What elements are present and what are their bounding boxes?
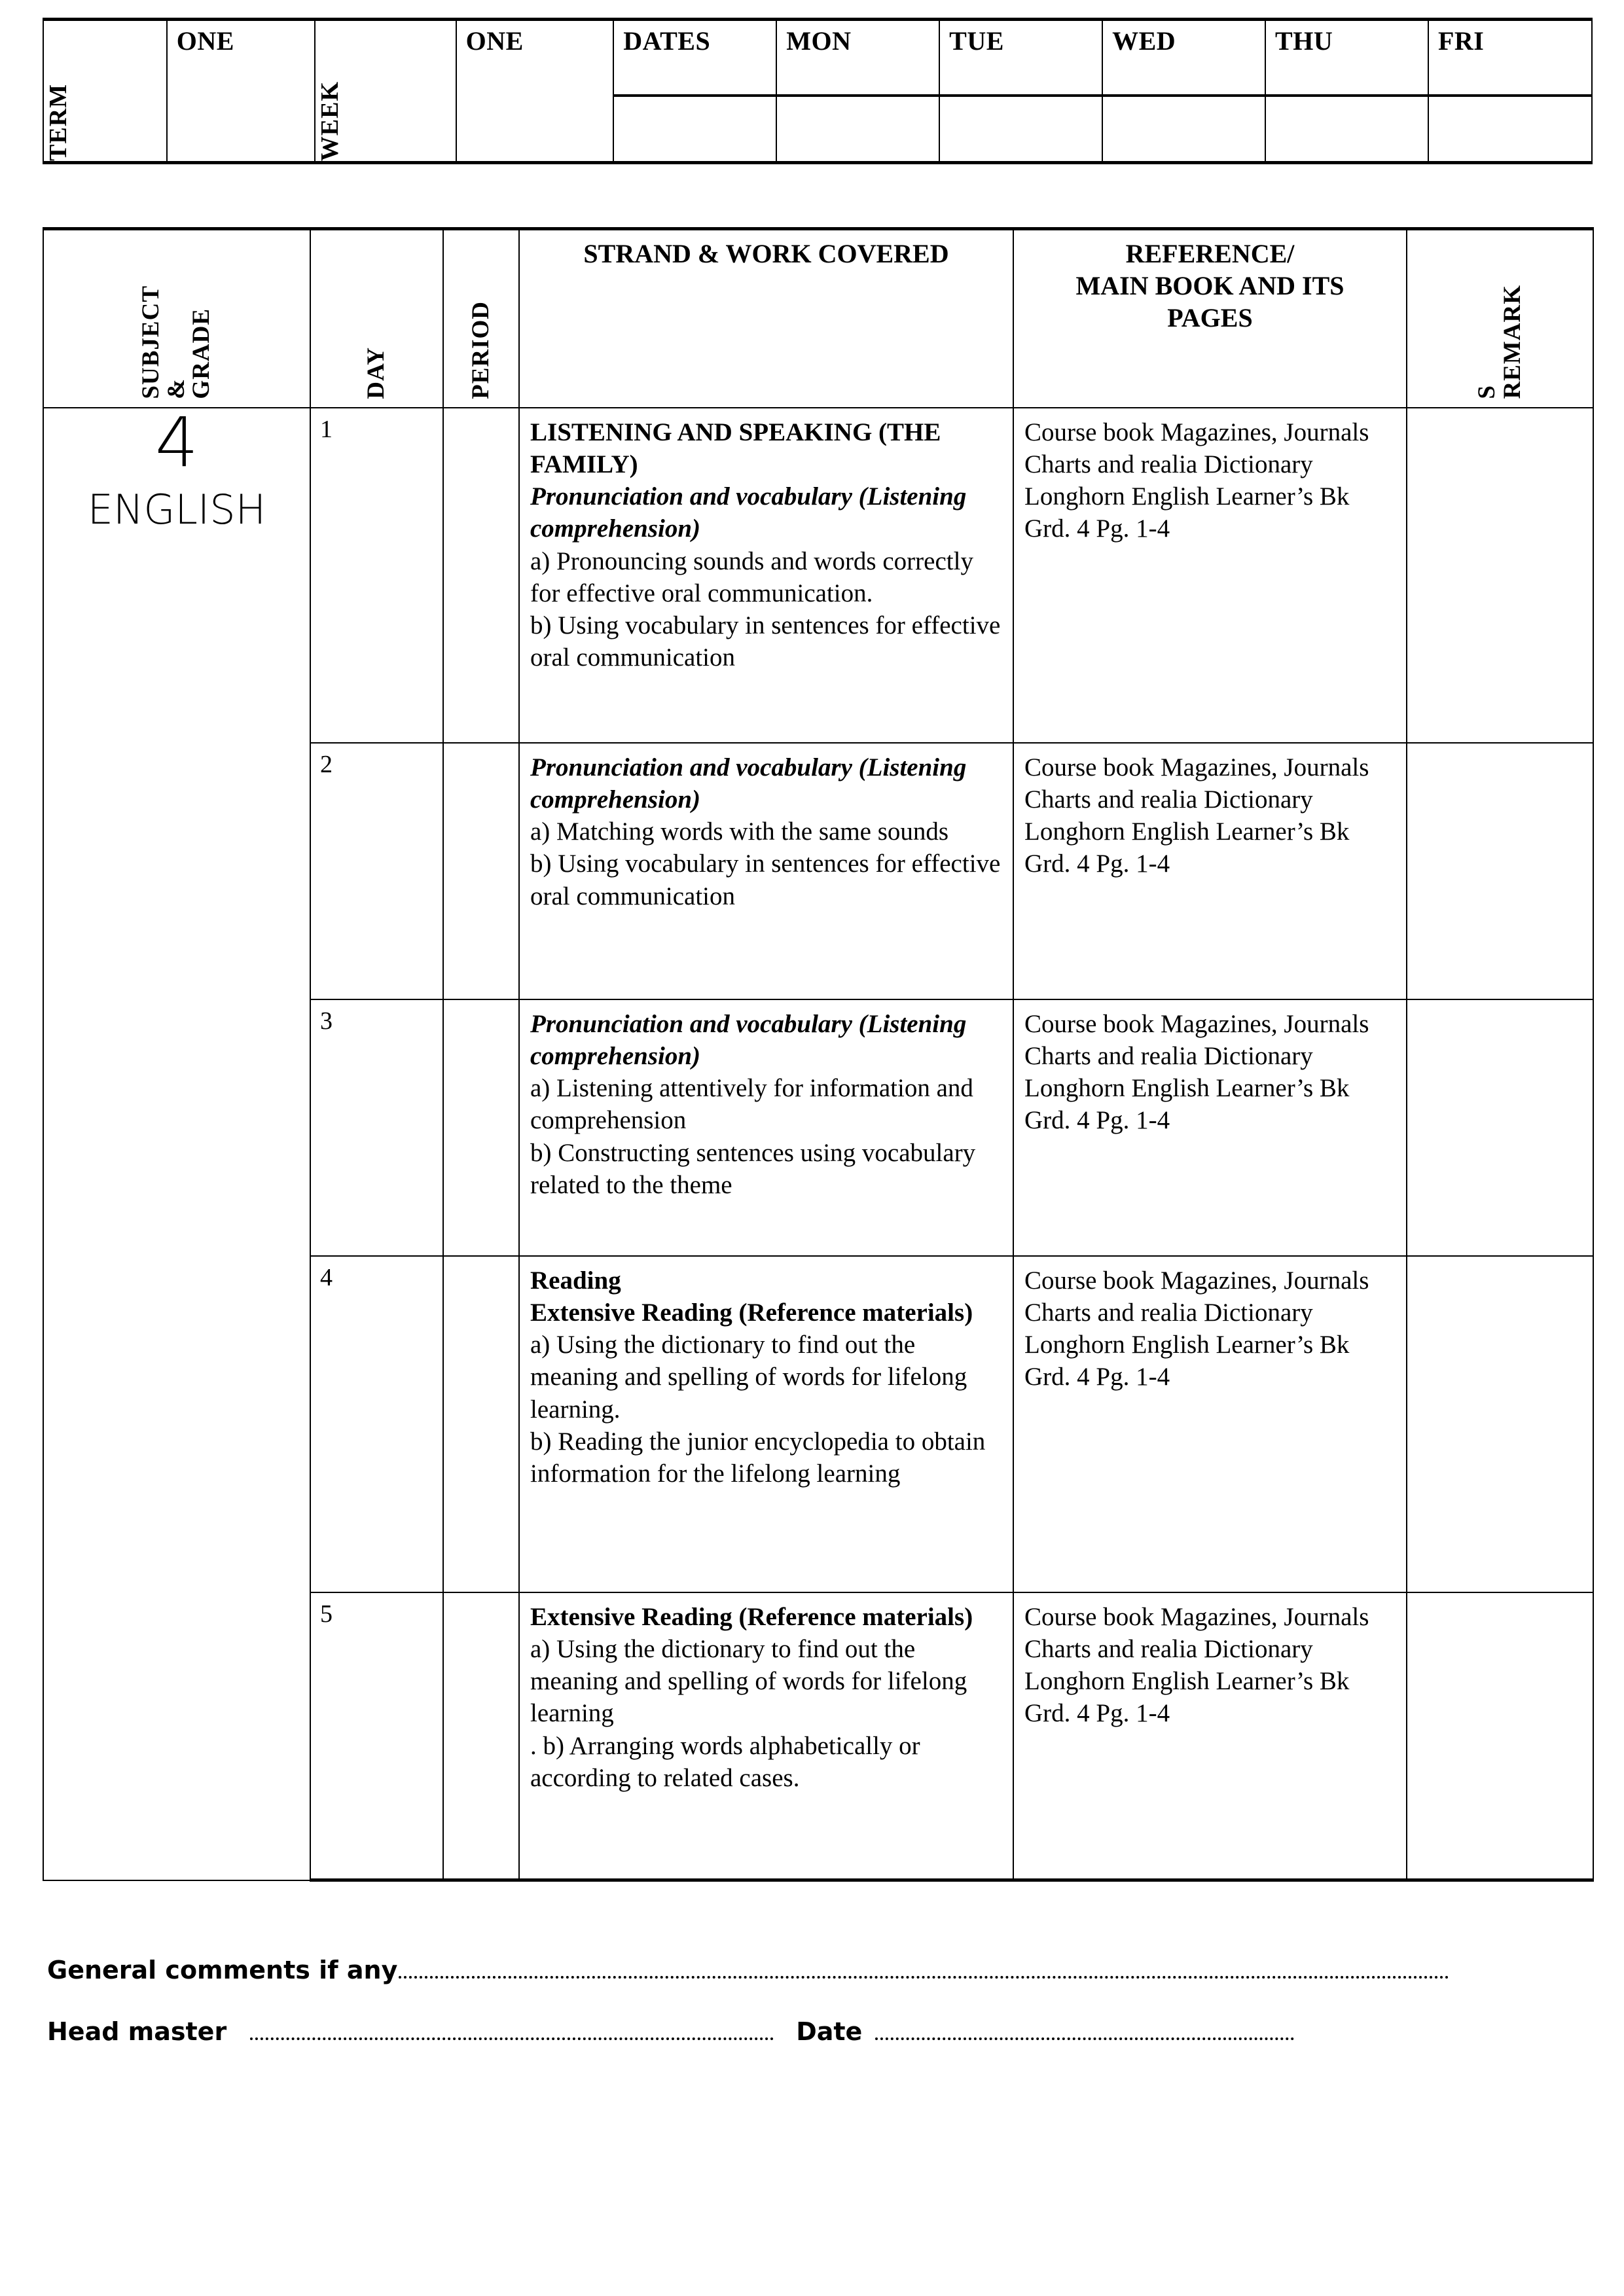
grade-number: 4 (154, 403, 199, 482)
period-value (444, 1000, 518, 1008)
header-reference-line3: PAGES (1167, 302, 1253, 332)
thu-value (1266, 97, 1428, 103)
header-remarks (1407, 229, 1593, 408)
header-reference-line1: REFERENCE/ (1125, 239, 1295, 268)
thu-label: THU (1275, 26, 1333, 56)
day-cell[interactable] (310, 743, 443, 999)
wed-label: WED (1112, 26, 1176, 56)
fri-value (1429, 97, 1591, 103)
header-grade-line3: SUBJECT (137, 285, 164, 399)
strand-line: a) Using the dictionary to find out the meaning and spelling of words for lifelong learning (530, 1635, 967, 1728)
table-row (43, 408, 1593, 743)
mon-label: MON (786, 26, 852, 56)
wed-header-cell (1102, 20, 1265, 96)
dates-input-cell[interactable] (613, 96, 776, 163)
strand-line: a) Pronouncing sounds and words correctly for effective oral communication. (530, 547, 973, 607)
general-comments-input[interactable] (399, 1968, 1449, 1979)
remarks-value (1407, 1000, 1593, 1017)
strand-line: a) Listening attentively for information and comprehension (530, 1074, 973, 1135)
fri-label: FRI (1437, 26, 1485, 56)
general-comments-label: General comments if any (47, 1956, 398, 1984)
scheme-of-work-table (43, 227, 1594, 1882)
reference-value: Course book Magazines, Journals Charts and realia Dictionary Longhorn English Learner’s Bk Grd. 4 Pg. 1-4 (1024, 753, 1369, 878)
head-master-date-row (47, 2018, 1579, 2046)
strand-cell[interactable] (519, 408, 1013, 743)
week-label: WEEK (316, 81, 344, 161)
header-period (443, 229, 519, 408)
remarks-cell[interactable] (1407, 408, 1593, 743)
mon-header-cell (776, 20, 939, 96)
week-value-cell[interactable] (456, 20, 614, 163)
grade-subject-name: ENGLISH (87, 486, 266, 533)
reference-value: Course book Magazines, Journals Charts and realia Dictionary Longhorn English Learner’s Bk Grd. 4 Pg. 1-4 (1024, 1010, 1369, 1135)
header-reference (1013, 229, 1407, 408)
day-cell[interactable] (310, 1256, 443, 1592)
remarks-cell[interactable] (1407, 1256, 1593, 1592)
day-value: 4 (320, 1264, 333, 1291)
week-value: ONE (465, 26, 524, 56)
strand-line: b) Reading the junior encyclopedia to obtain information for the lifelong learning (530, 1427, 986, 1488)
dates-header-cell (613, 20, 776, 96)
head-master-input[interactable] (250, 2029, 774, 2039)
period-cell[interactable] (443, 743, 519, 999)
reference-cell[interactable] (1013, 743, 1407, 999)
remarks-value (1407, 408, 1593, 425)
table-header-row (43, 229, 1593, 408)
term-label: TERM (45, 84, 72, 161)
dates-label: DATES (623, 26, 711, 56)
header-day (310, 229, 443, 408)
term-week-days-table (43, 18, 1593, 164)
reference-cell[interactable] (1013, 1256, 1407, 1592)
grade-subject-cell (43, 403, 310, 1880)
period-cell[interactable] (443, 999, 519, 1256)
period-value (444, 408, 518, 416)
strand-line: Pronunciation and vocabulary (Listening comprehension) (530, 1010, 967, 1071)
strand-line: Pronunciation and vocabulary (Listening comprehension) (530, 482, 967, 543)
strand-line: LISTENING AND SPEAKING (THE FAMILY) (530, 418, 941, 479)
period-value (444, 1257, 518, 1265)
strand-line: b) Constructing sentences using vocabulary related to the theme (530, 1138, 976, 1199)
period-value (444, 744, 518, 751)
strand-line: Pronunciation and vocabulary (Listening comprehension) (530, 753, 967, 814)
header-grade-line2: & (162, 378, 190, 399)
tue-value (940, 97, 1102, 103)
head-master-label: Head master (47, 2017, 227, 2046)
strand-line: Reading (530, 1266, 621, 1295)
header-strand (519, 229, 1013, 408)
tue-label: TUE (949, 26, 1004, 56)
header-grade-line1: GRADE (188, 308, 215, 399)
reference-value: Course book Magazines, Journals Charts and realia Dictionary Longhorn English Learner’s Bk Grd. 4 Pg. 1-4 (1024, 418, 1369, 543)
header-remarks-line2: S (1473, 385, 1500, 399)
term-label-cell (43, 20, 167, 163)
term-value: ONE (176, 26, 234, 56)
strand-line: b) Using vocabulary in sentences for effective oral communication (530, 611, 1001, 672)
day-cell[interactable] (310, 408, 443, 743)
header-day-label: DAY (363, 347, 390, 399)
strand-cell[interactable] (519, 1256, 1013, 1592)
date-input[interactable] (875, 2029, 1294, 2039)
strand-cell[interactable] (519, 999, 1013, 1256)
strand-line: Extensive Reading (Reference materials) (530, 1299, 973, 1327)
day-value: 1 (320, 416, 333, 443)
period-cell[interactable] (443, 1592, 519, 1880)
form-footer (47, 1957, 1579, 2080)
strand-cell[interactable] (519, 1592, 1013, 1880)
strand-line: a) Matching words with the same sounds (530, 817, 949, 846)
thu-input-cell[interactable] (1265, 96, 1428, 163)
wed-input-cell[interactable] (1102, 96, 1265, 163)
strand-line: b) Using vocabulary in sentences for effective oral communication (530, 850, 1001, 910)
day-value: 5 (320, 1600, 333, 1628)
day-cell[interactable] (310, 999, 443, 1256)
reference-cell[interactable] (1013, 1592, 1407, 1880)
dates-value (614, 97, 776, 103)
day-value: 2 (320, 751, 333, 778)
thu-header-cell (1265, 20, 1428, 96)
strand-line: Extensive Reading (Reference materials) (530, 1603, 973, 1631)
reference-cell[interactable] (1013, 999, 1407, 1256)
header-reference-line2: MAIN BOOK AND ITS (1075, 270, 1344, 300)
period-cell[interactable] (443, 408, 519, 743)
fri-header-cell (1428, 20, 1592, 96)
term-value-cell[interactable] (167, 20, 315, 163)
strand-cell[interactable] (519, 743, 1013, 999)
date-label: Date (796, 2017, 863, 2046)
wed-value (1103, 97, 1265, 103)
remarks-value (1407, 744, 1593, 761)
remarks-cell[interactable] (1407, 743, 1593, 999)
week-label-cell (315, 20, 456, 163)
period-value (444, 1593, 518, 1601)
fri-input-cell[interactable] (1428, 96, 1592, 163)
reference-value: Course book Magazines, Journals Charts and realia Dictionary Longhorn English Learner’s Bk Grd. 4 Pg. 1-4 (1024, 1603, 1369, 1728)
header-period-label: PERIOD (467, 301, 494, 399)
reference-value: Course book Magazines, Journals Charts and realia Dictionary Longhorn English Learner’s Bk Grd. 4 Pg. 1-4 (1024, 1266, 1369, 1391)
mon-value (777, 97, 939, 103)
remarks-value (1407, 1593, 1593, 1610)
header-grade-subject (43, 229, 310, 408)
header-remarks-line1: REMARK (1498, 285, 1526, 399)
strand-line: a) Using the dictionary to find out the meaning and spelling of words for lifelong learning. (530, 1331, 967, 1424)
remarks-value (1407, 1257, 1593, 1274)
remarks-cell[interactable] (1407, 999, 1593, 1256)
day-cell[interactable] (310, 1592, 443, 1880)
reference-cell[interactable] (1013, 408, 1407, 743)
mon-input-cell[interactable] (776, 96, 939, 163)
general-comments-row (47, 1957, 1579, 1984)
strand-line: . b) Arranging words alphabetically or according to related cases. (530, 1731, 920, 1792)
period-cell[interactable] (443, 1256, 519, 1592)
header-strand-label: STRAND & WORK COVERED (583, 239, 949, 268)
tue-header-cell (939, 20, 1102, 96)
day-value: 3 (320, 1007, 333, 1035)
remarks-cell[interactable] (1407, 1592, 1593, 1880)
tue-input-cell[interactable] (939, 96, 1102, 163)
